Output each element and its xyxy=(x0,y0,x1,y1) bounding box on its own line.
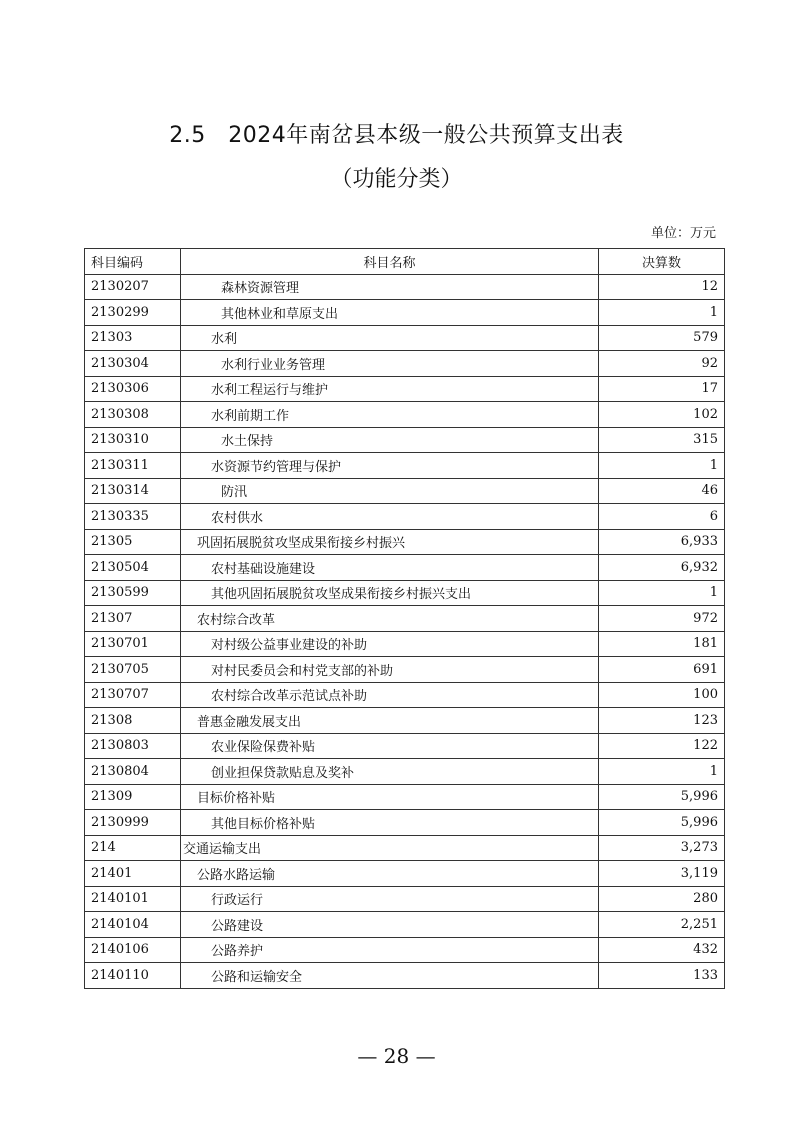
page-title: 2.5 2024年南岔县本级一般公共预算支出表 xyxy=(169,123,624,148)
cell-name: 防汛 xyxy=(181,478,599,504)
cell-name: 公路建设 xyxy=(181,912,599,938)
table-row xyxy=(85,376,725,402)
table-row xyxy=(85,733,725,759)
header-code: 科目编码 xyxy=(85,249,181,275)
cell-code: 2130311 xyxy=(85,453,181,479)
table-row xyxy=(85,427,725,453)
cell-amount: 280 xyxy=(599,886,725,912)
cell-name: 农村供水 xyxy=(181,504,599,530)
cell-code: 2130999 xyxy=(85,810,181,836)
cell-code: 2130705 xyxy=(85,657,181,683)
cell-code: 2130310 xyxy=(85,427,181,453)
cell-amount: 1 xyxy=(599,453,725,479)
cell-name: 水资源节约管理与保护 xyxy=(181,453,599,479)
table-row xyxy=(85,886,725,912)
cell-amount: 1 xyxy=(599,300,725,326)
table-row xyxy=(85,937,725,963)
cell-code: 2130314 xyxy=(85,478,181,504)
cell-code: 21307 xyxy=(85,606,181,632)
cell-code: 21309 xyxy=(85,784,181,810)
cell-amount: 6,933 xyxy=(599,529,725,555)
cell-code: 2140104 xyxy=(85,912,181,938)
cell-amount: 181 xyxy=(599,631,725,657)
table-row xyxy=(85,529,725,555)
cell-name: 巩固拓展脱贫攻坚成果衔接乡村振兴 xyxy=(181,529,599,555)
table-row xyxy=(85,912,725,938)
cell-code: 2130335 xyxy=(85,504,181,530)
cell-amount: 6,932 xyxy=(599,555,725,581)
cell-code: 2130504 xyxy=(85,555,181,581)
unit-label: 单位：万元 xyxy=(650,226,716,241)
cell-amount: 315 xyxy=(599,427,725,453)
cell-amount: 46 xyxy=(599,478,725,504)
page-number: — 28 — xyxy=(357,1044,436,1068)
table-row xyxy=(85,657,725,683)
cell-amount: 579 xyxy=(599,325,725,351)
cell-amount: 92 xyxy=(599,351,725,377)
table-row xyxy=(85,478,725,504)
cell-code: 2130207 xyxy=(85,274,181,300)
cell-code: 2140106 xyxy=(85,937,181,963)
cell-code: 21308 xyxy=(85,708,181,734)
cell-name: 公路水路运输 xyxy=(181,861,599,887)
cell-name: 水利工程运行与维护 xyxy=(181,376,599,402)
cell-code: 214 xyxy=(85,835,181,861)
cell-amount: 2,251 xyxy=(599,912,725,938)
cell-amount: 1 xyxy=(599,759,725,785)
cell-name: 对村民委员会和村党支部的补助 xyxy=(181,657,599,683)
cell-name: 行政运行 xyxy=(181,886,599,912)
cell-name: 其他巩固拓展脱贫攻坚成果衔接乡村振兴支出 xyxy=(181,580,599,606)
cell-code: 2130308 xyxy=(85,402,181,428)
table-row xyxy=(85,759,725,785)
cell-name: 农村综合改革示范试点补助 xyxy=(181,682,599,708)
cell-code: 21303 xyxy=(85,325,181,351)
cell-code: 2130803 xyxy=(85,733,181,759)
cell-amount: 1 xyxy=(599,580,725,606)
table-row xyxy=(85,351,725,377)
table-row xyxy=(85,504,725,530)
table-row xyxy=(85,274,725,300)
cell-name: 水利 xyxy=(181,325,599,351)
cell-name: 其他林业和草原支出 xyxy=(181,300,599,326)
table-row xyxy=(85,708,725,734)
table-row xyxy=(85,861,725,887)
cell-name: 农村综合改革 xyxy=(181,606,599,632)
cell-code: 2140110 xyxy=(85,963,181,989)
cell-amount: 972 xyxy=(599,606,725,632)
cell-amount: 6 xyxy=(599,504,725,530)
cell-amount: 100 xyxy=(599,682,725,708)
table-row xyxy=(85,682,725,708)
cell-code: 2130299 xyxy=(85,300,181,326)
cell-code: 2130599 xyxy=(85,580,181,606)
cell-amount: 5,996 xyxy=(599,810,725,836)
cell-name: 农业保险保费补贴 xyxy=(181,733,599,759)
table-row xyxy=(85,300,725,326)
table-header-row xyxy=(85,249,725,275)
cell-name: 森林资源管理 xyxy=(181,274,599,300)
cell-amount: 122 xyxy=(599,733,725,759)
cell-code: 2130304 xyxy=(85,351,181,377)
cell-amount: 3,273 xyxy=(599,835,725,861)
cell-name: 创业担保贷款贴息及奖补 xyxy=(181,759,599,785)
cell-amount: 102 xyxy=(599,402,725,428)
table-row xyxy=(85,555,725,581)
table-row xyxy=(85,325,725,351)
cell-name: 公路养护 xyxy=(181,937,599,963)
cell-amount: 123 xyxy=(599,708,725,734)
cell-name: 其他目标价格补贴 xyxy=(181,810,599,836)
cell-code: 2130804 xyxy=(85,759,181,785)
table-row xyxy=(85,580,725,606)
cell-amount: 17 xyxy=(599,376,725,402)
table-row xyxy=(85,784,725,810)
cell-name: 水利前期工作 xyxy=(181,402,599,428)
cell-amount: 5,996 xyxy=(599,784,725,810)
cell-amount: 3,119 xyxy=(599,861,725,887)
cell-name: 水土保持 xyxy=(181,427,599,453)
header-name: 科目名称 xyxy=(181,249,599,275)
table-row xyxy=(85,963,725,989)
cell-name: 目标价格补贴 xyxy=(181,784,599,810)
budget-table xyxy=(84,248,725,989)
cell-name: 农村基础设施建设 xyxy=(181,555,599,581)
cell-name: 对村级公益事业建设的补助 xyxy=(181,631,599,657)
table-row xyxy=(85,453,725,479)
cell-name: 水利行业业务管理 xyxy=(181,351,599,377)
cell-code: 2130707 xyxy=(85,682,181,708)
table-row xyxy=(85,402,725,428)
header-amount: 决算数 xyxy=(599,249,725,275)
table-row xyxy=(85,606,725,632)
cell-code: 2140101 xyxy=(85,886,181,912)
cell-name: 公路和运输安全 xyxy=(181,963,599,989)
cell-code: 21401 xyxy=(85,861,181,887)
cell-code: 21305 xyxy=(85,529,181,555)
cell-code: 2130701 xyxy=(85,631,181,657)
cell-code: 2130306 xyxy=(85,376,181,402)
table-row xyxy=(85,835,725,861)
cell-amount: 432 xyxy=(599,937,725,963)
cell-amount: 691 xyxy=(599,657,725,683)
cell-name: 交通运输支出 xyxy=(181,835,599,861)
page-subtitle: （功能分类） xyxy=(330,167,463,192)
cell-name: 普惠金融发展支出 xyxy=(181,708,599,734)
cell-amount: 12 xyxy=(599,274,725,300)
table-row xyxy=(85,810,725,836)
cell-amount: 133 xyxy=(599,963,725,989)
table-row xyxy=(85,631,725,657)
